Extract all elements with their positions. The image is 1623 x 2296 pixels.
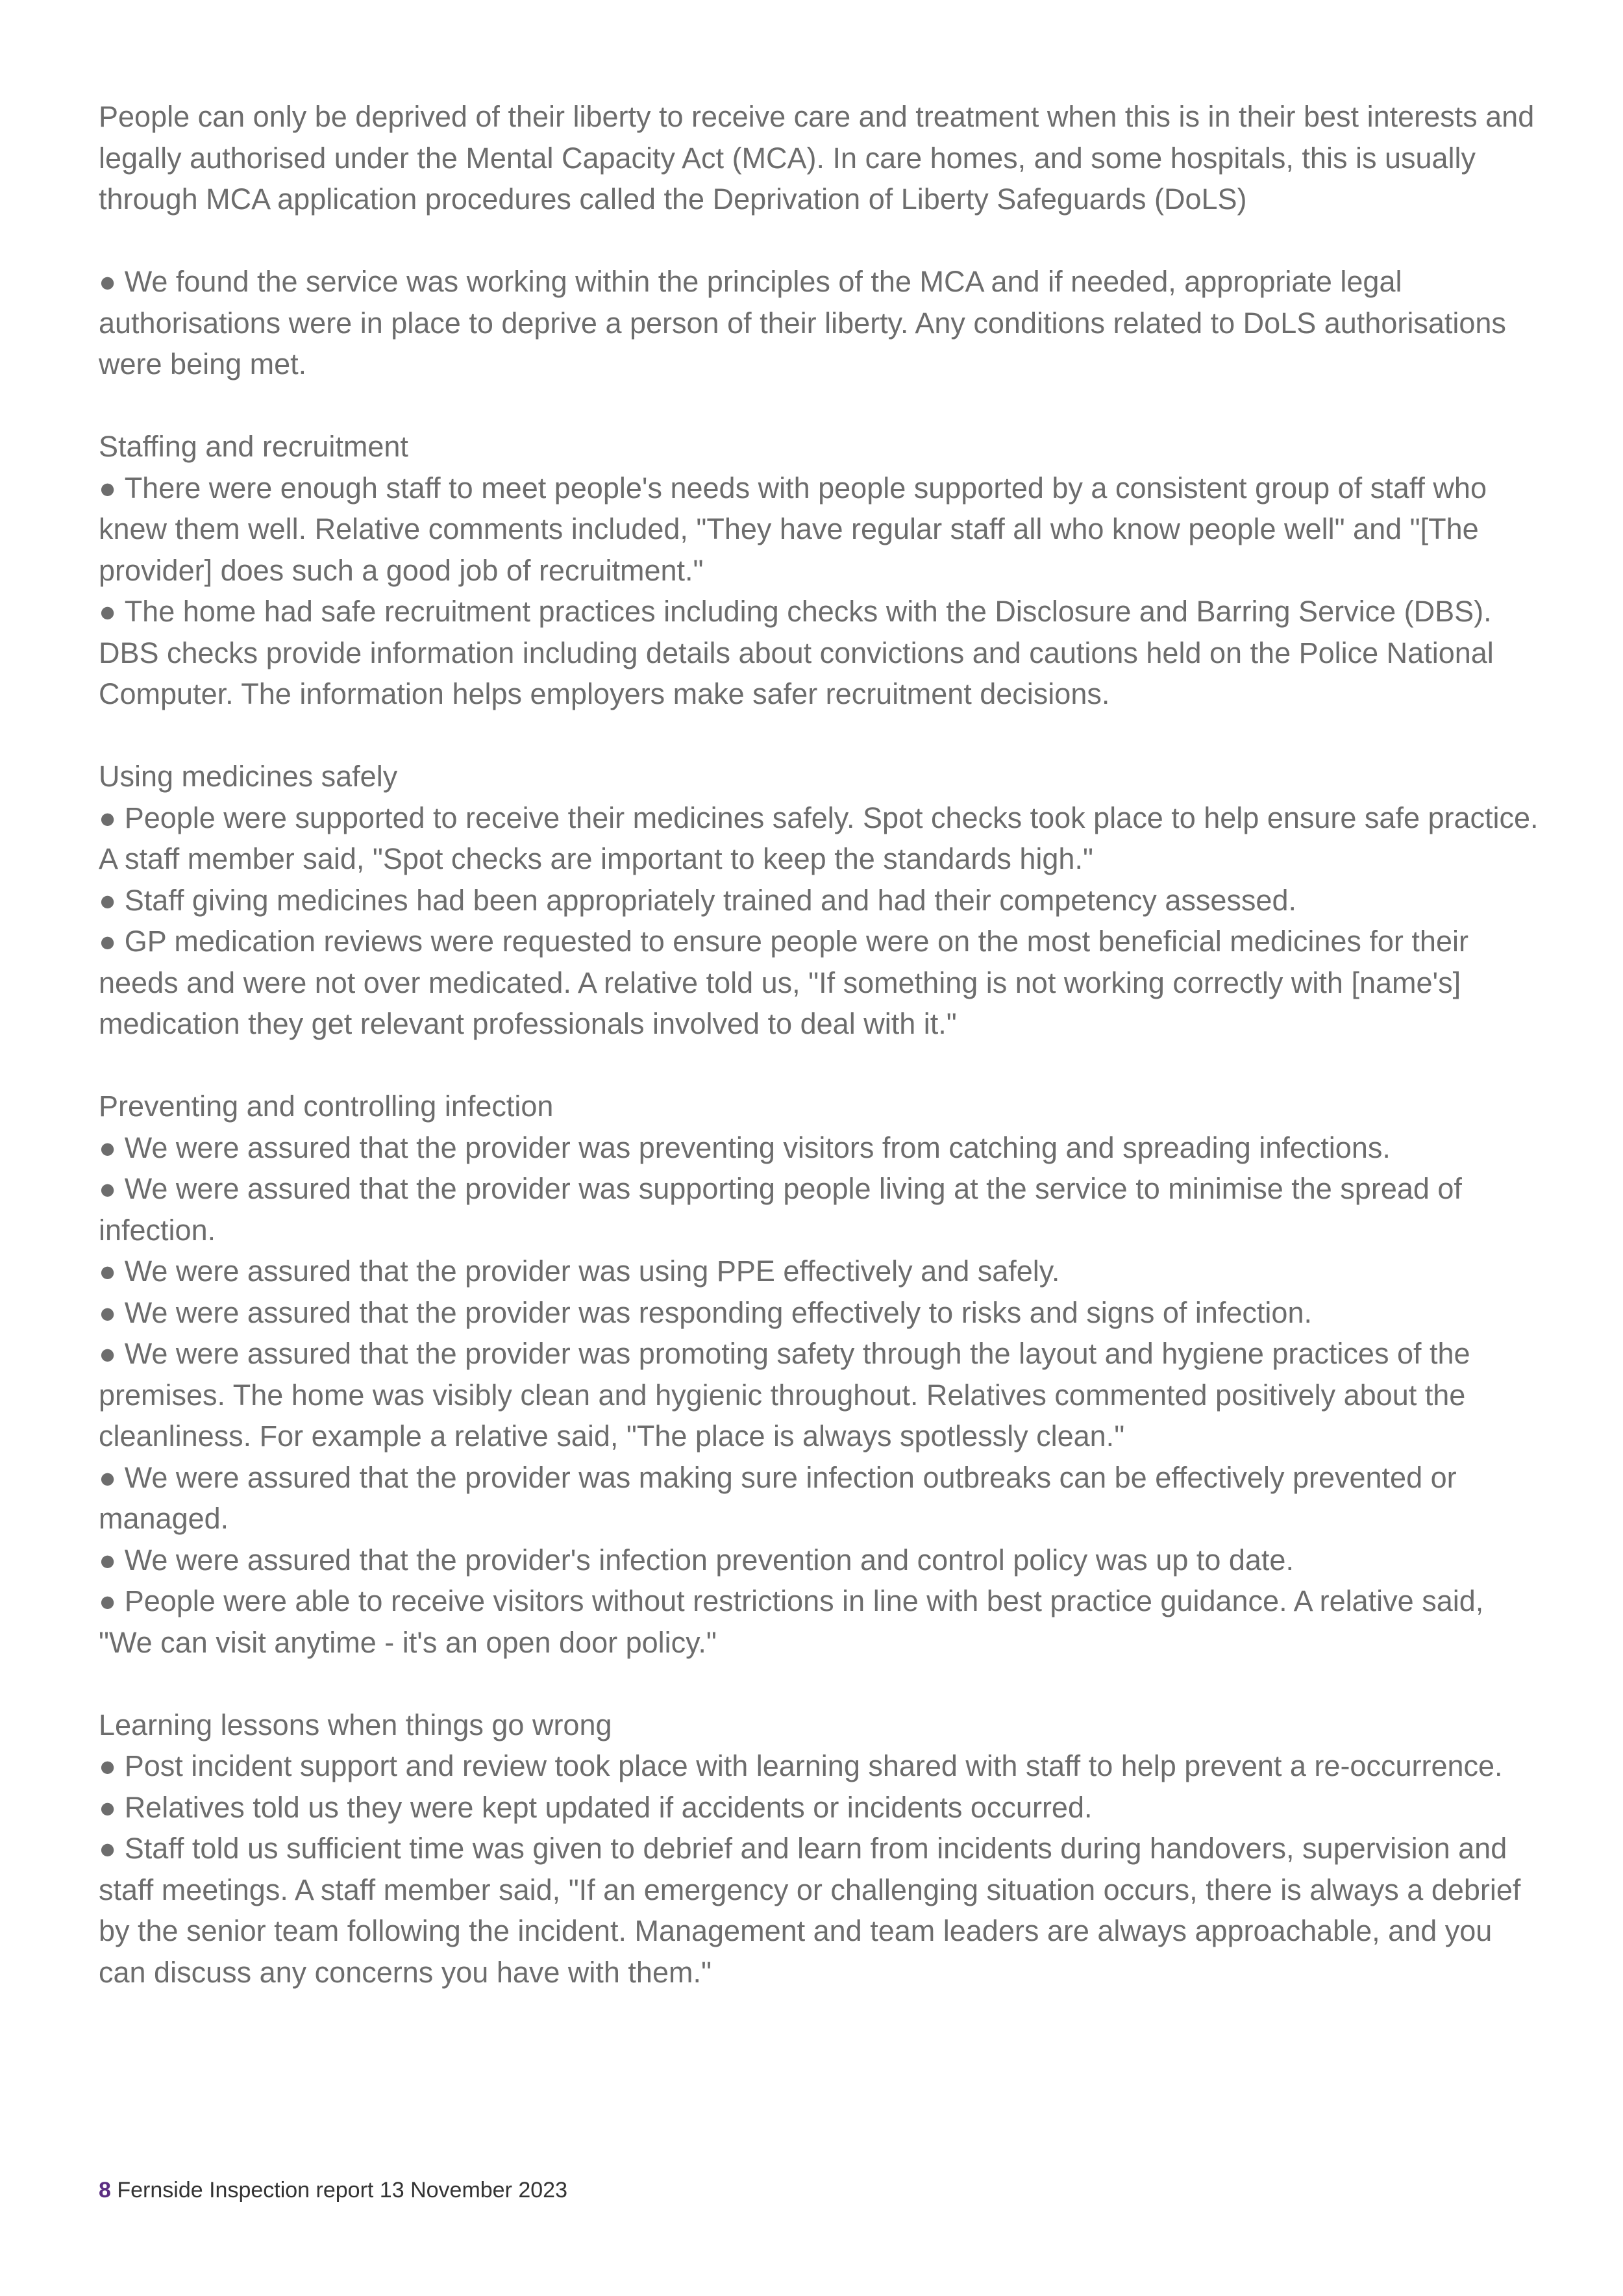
lessons-bullet: ● Relatives told us they were kept updated if accidents or incidents occurred. <box>99 1787 1540 1828</box>
spacer <box>99 1045 1540 1086</box>
spacer <box>99 385 1540 427</box>
lessons-bullet: ● Post incident support and review took place with learning shared with staff to help prevent a re-occurrence. <box>99 1745 1540 1787</box>
lessons-bullet: ● Staff told us sufficient time was given to debrief and learn from incidents during handovers, supervision and staff meetings. A staff member said, "If an emergency or challenging situation occurs, there is always a debrief by the senior team following the incident. Management and team leaders are always approachable, and you can discuss any concerns you have with them." <box>99 1828 1540 1993</box>
infection-bullet: ● We were assured that the provider's infection prevention and control policy was up to date. <box>99 1540 1540 1581</box>
staffing-bullet: ● There were enough staff to meet people's needs with people supported by a consistent group of staff who knew them well. Relative comments included, "They have regular staff all who know people well" and "[The provider] does such a good job of recruitment." <box>99 468 1540 592</box>
staffing-bullet: ● The home had safe recruitment practices including checks with the Disclosure and Barring Service (DBS). DBS checks provide information including details about convictions and cautions held on the Police National Computer. The information helps employers make safer recruitment decisions. <box>99 591 1540 715</box>
infection-bullet: ● We were assured that the provider was promoting safety through the layout and hygiene practices of the premises. The home was visibly clean and hygienic throughout. Relatives commented positively about the cleanliness. For example a relative said, "The place is always spotlessly clean." <box>99 1333 1540 1457</box>
medicines-bullet: ● GP medication reviews were requested to ensure people were on the most beneficial medicines for their needs and were not over medicated. A relative told us, "If something is not working correctly with [name's] medication they get relevant professionals involved to deal with it." <box>99 921 1540 1045</box>
mca-intro-paragraph: People can only be deprived of their liberty to receive care and treatment when this is in their best interests and legally authorised under the Mental Capacity Act (MCA). In care homes, and some hospitals, this is usually through MCA application procedures called the Deprivation of Liberty Safeguards (DoLS) <box>99 100 1535 216</box>
infection-bullet: ● We were assured that the provider was making sure infection outbreaks can be effectively prevented or managed. <box>99 1457 1540 1540</box>
spacer <box>99 1663 1540 1704</box>
medicines-heading: Using medicines safely <box>99 760 398 793</box>
infection-heading: Preventing and controlling infection <box>99 1090 554 1123</box>
infection-bullet: ● We were assured that the provider was responding effectively to risks and signs of infection. <box>99 1292 1540 1334</box>
spacer <box>99 220 1540 262</box>
infection-bullet: ● We were assured that the provider was supporting people living at the service to minimise the spread of infection. <box>99 1168 1540 1251</box>
mca-bullet: ● We found the service was working within the principles of the MCA and if needed, appropriate legal authorisations were in place to deprive a person of their liberty. Any conditions related to DoLS authorisations were being met. <box>99 261 1540 385</box>
staffing-heading: Staffing and recruitment <box>99 430 408 463</box>
infection-bullet: ● We were assured that the provider was preventing visitors from catching and spreading infections. <box>99 1127 1540 1169</box>
page-footer <box>99 2177 567 2203</box>
spacer <box>99 715 1540 756</box>
footer-text: Fernside Inspection report 13 November 2023 <box>117 2178 567 2202</box>
lessons-heading: Learning lessons when things go wrong <box>99 1708 612 1741</box>
page-number: 8 <box>99 2178 111 2202</box>
medicines-bullet: ● Staff giving medicines had been appropriately trained and had their competency assessed. <box>99 880 1540 921</box>
report-body <box>99 96 1540 1993</box>
infection-bullet: ● We were assured that the provider was using PPE effectively and safely. <box>99 1251 1540 1292</box>
medicines-bullet: ● People were supported to receive their medicines safely. Spot checks took place to help ensure safe practice. A staff member said, "Spot checks are important to keep the standards high." <box>99 797 1540 880</box>
infection-bullet: ● People were able to receive visitors without restrictions in line with best practice guidance. A relative said, "We can visit anytime - it's an open door policy." <box>99 1580 1540 1663</box>
